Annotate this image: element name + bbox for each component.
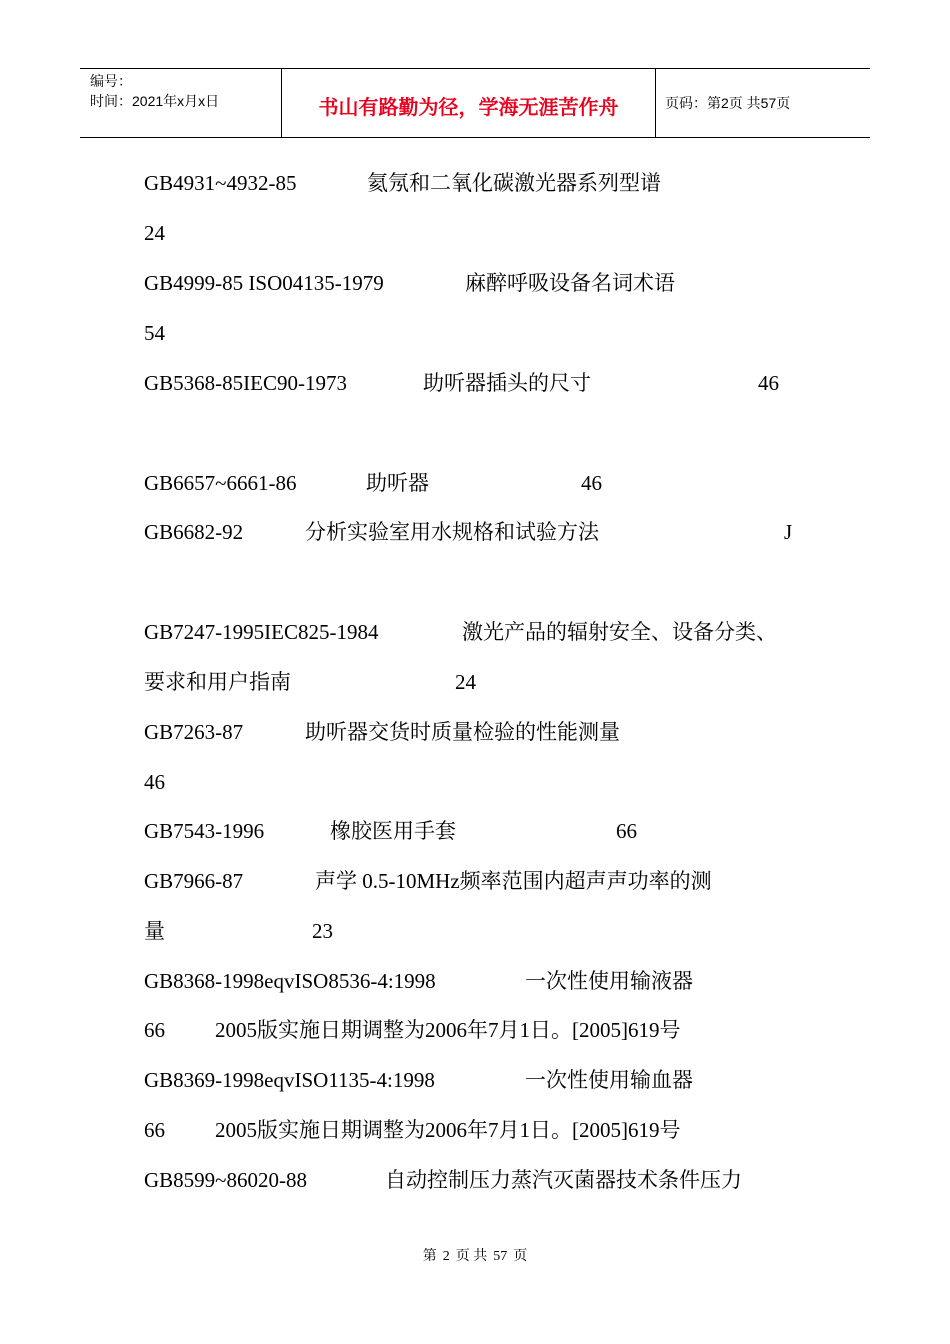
page-number: 46: [758, 371, 779, 395]
page-info: 页码：第2页 共57页: [665, 95, 791, 111]
standard-title-continued: 量: [144, 919, 165, 943]
standard-code: GB7263-87: [144, 720, 244, 744]
page-number: 24: [144, 221, 165, 245]
implementation-note: 2005版实施日期调整为2006年7月1日。[2005]619号: [215, 1118, 681, 1142]
page-number: J: [784, 520, 793, 544]
motto-text: 书山有路勤为径，学海无涯苦作舟: [318, 95, 619, 119]
standard-code: GB8368-1998eqvISO8536-4:1998: [144, 969, 436, 993]
page-number: 54: [144, 321, 165, 345]
standard-code: GB7966-87: [144, 869, 244, 893]
standard-code: GB4931~4932-85: [144, 171, 297, 195]
time-label: 时间：2021年x月x日: [90, 93, 220, 109]
standard-title: 激光产品的辐射安全、设备分类、: [462, 620, 777, 644]
standard-title: 氦氖和二氧化碳激光器系列型谱: [367, 171, 661, 195]
header-left-cell: [80, 69, 280, 137]
standard-title: 助听器: [366, 471, 429, 495]
footer-prefix: 第: [422, 1249, 437, 1264]
page-number: 24: [455, 670, 476, 694]
page-number: 46: [144, 770, 165, 794]
page-footer: [0, 1245, 950, 1265]
standard-code: GB5368-85IEC90-1973: [144, 371, 347, 395]
number-label: 编号：: [90, 73, 132, 89]
footer-mid: 页 共: [455, 1249, 488, 1264]
standard-title: 一次性使用输液器: [525, 969, 693, 993]
page-number: 46: [581, 471, 602, 495]
standard-code: GB7543-1996: [144, 819, 265, 843]
standard-title: 自动控制压力蒸汽灭菌器技术条件压力: [385, 1168, 742, 1192]
header-right-cell: [655, 69, 870, 137]
standard-code: GB4999-85 ISO04135-1979: [144, 271, 384, 295]
page-number: 66: [144, 1018, 165, 1042]
standard-code: GB8369-1998eqvISO1135-4:1998: [144, 1068, 435, 1092]
header-middle-cell: [281, 69, 656, 137]
standard-title: 一次性使用输血器: [525, 1068, 693, 1092]
standard-title: 麻醉呼吸设备名词术语: [465, 271, 675, 295]
footer-total-pages: 57: [493, 1249, 508, 1264]
standard-code: GB8599~86020-88: [144, 1168, 308, 1192]
standard-title: 助听器交货时质量检验的性能测量: [305, 720, 620, 744]
standard-title: 橡胶医用手套: [330, 819, 456, 843]
standard-title: 助听器插头的尺寸: [423, 371, 591, 395]
page-number: 23: [312, 919, 333, 943]
standard-code: GB7247-1995IEC825-1984: [144, 620, 379, 644]
page-number: 66: [616, 819, 637, 843]
page-header: [80, 68, 870, 138]
page-number: 66: [144, 1118, 165, 1142]
footer-page-number: 2: [442, 1249, 450, 1264]
standard-title: 声学 0.5-10MHz频率范围内超声声功率的测: [315, 869, 712, 893]
footer-suffix: 页: [513, 1249, 528, 1264]
standard-code: GB6657~6661-86: [144, 471, 297, 495]
standard-title-continued: 要求和用户指南: [144, 670, 291, 694]
standard-code: GB6682-92: [144, 520, 244, 544]
standard-title: 分析实验室用水规格和试验方法: [305, 520, 599, 544]
implementation-note: 2005版实施日期调整为2006年7月1日。[2005]619号: [215, 1018, 681, 1042]
